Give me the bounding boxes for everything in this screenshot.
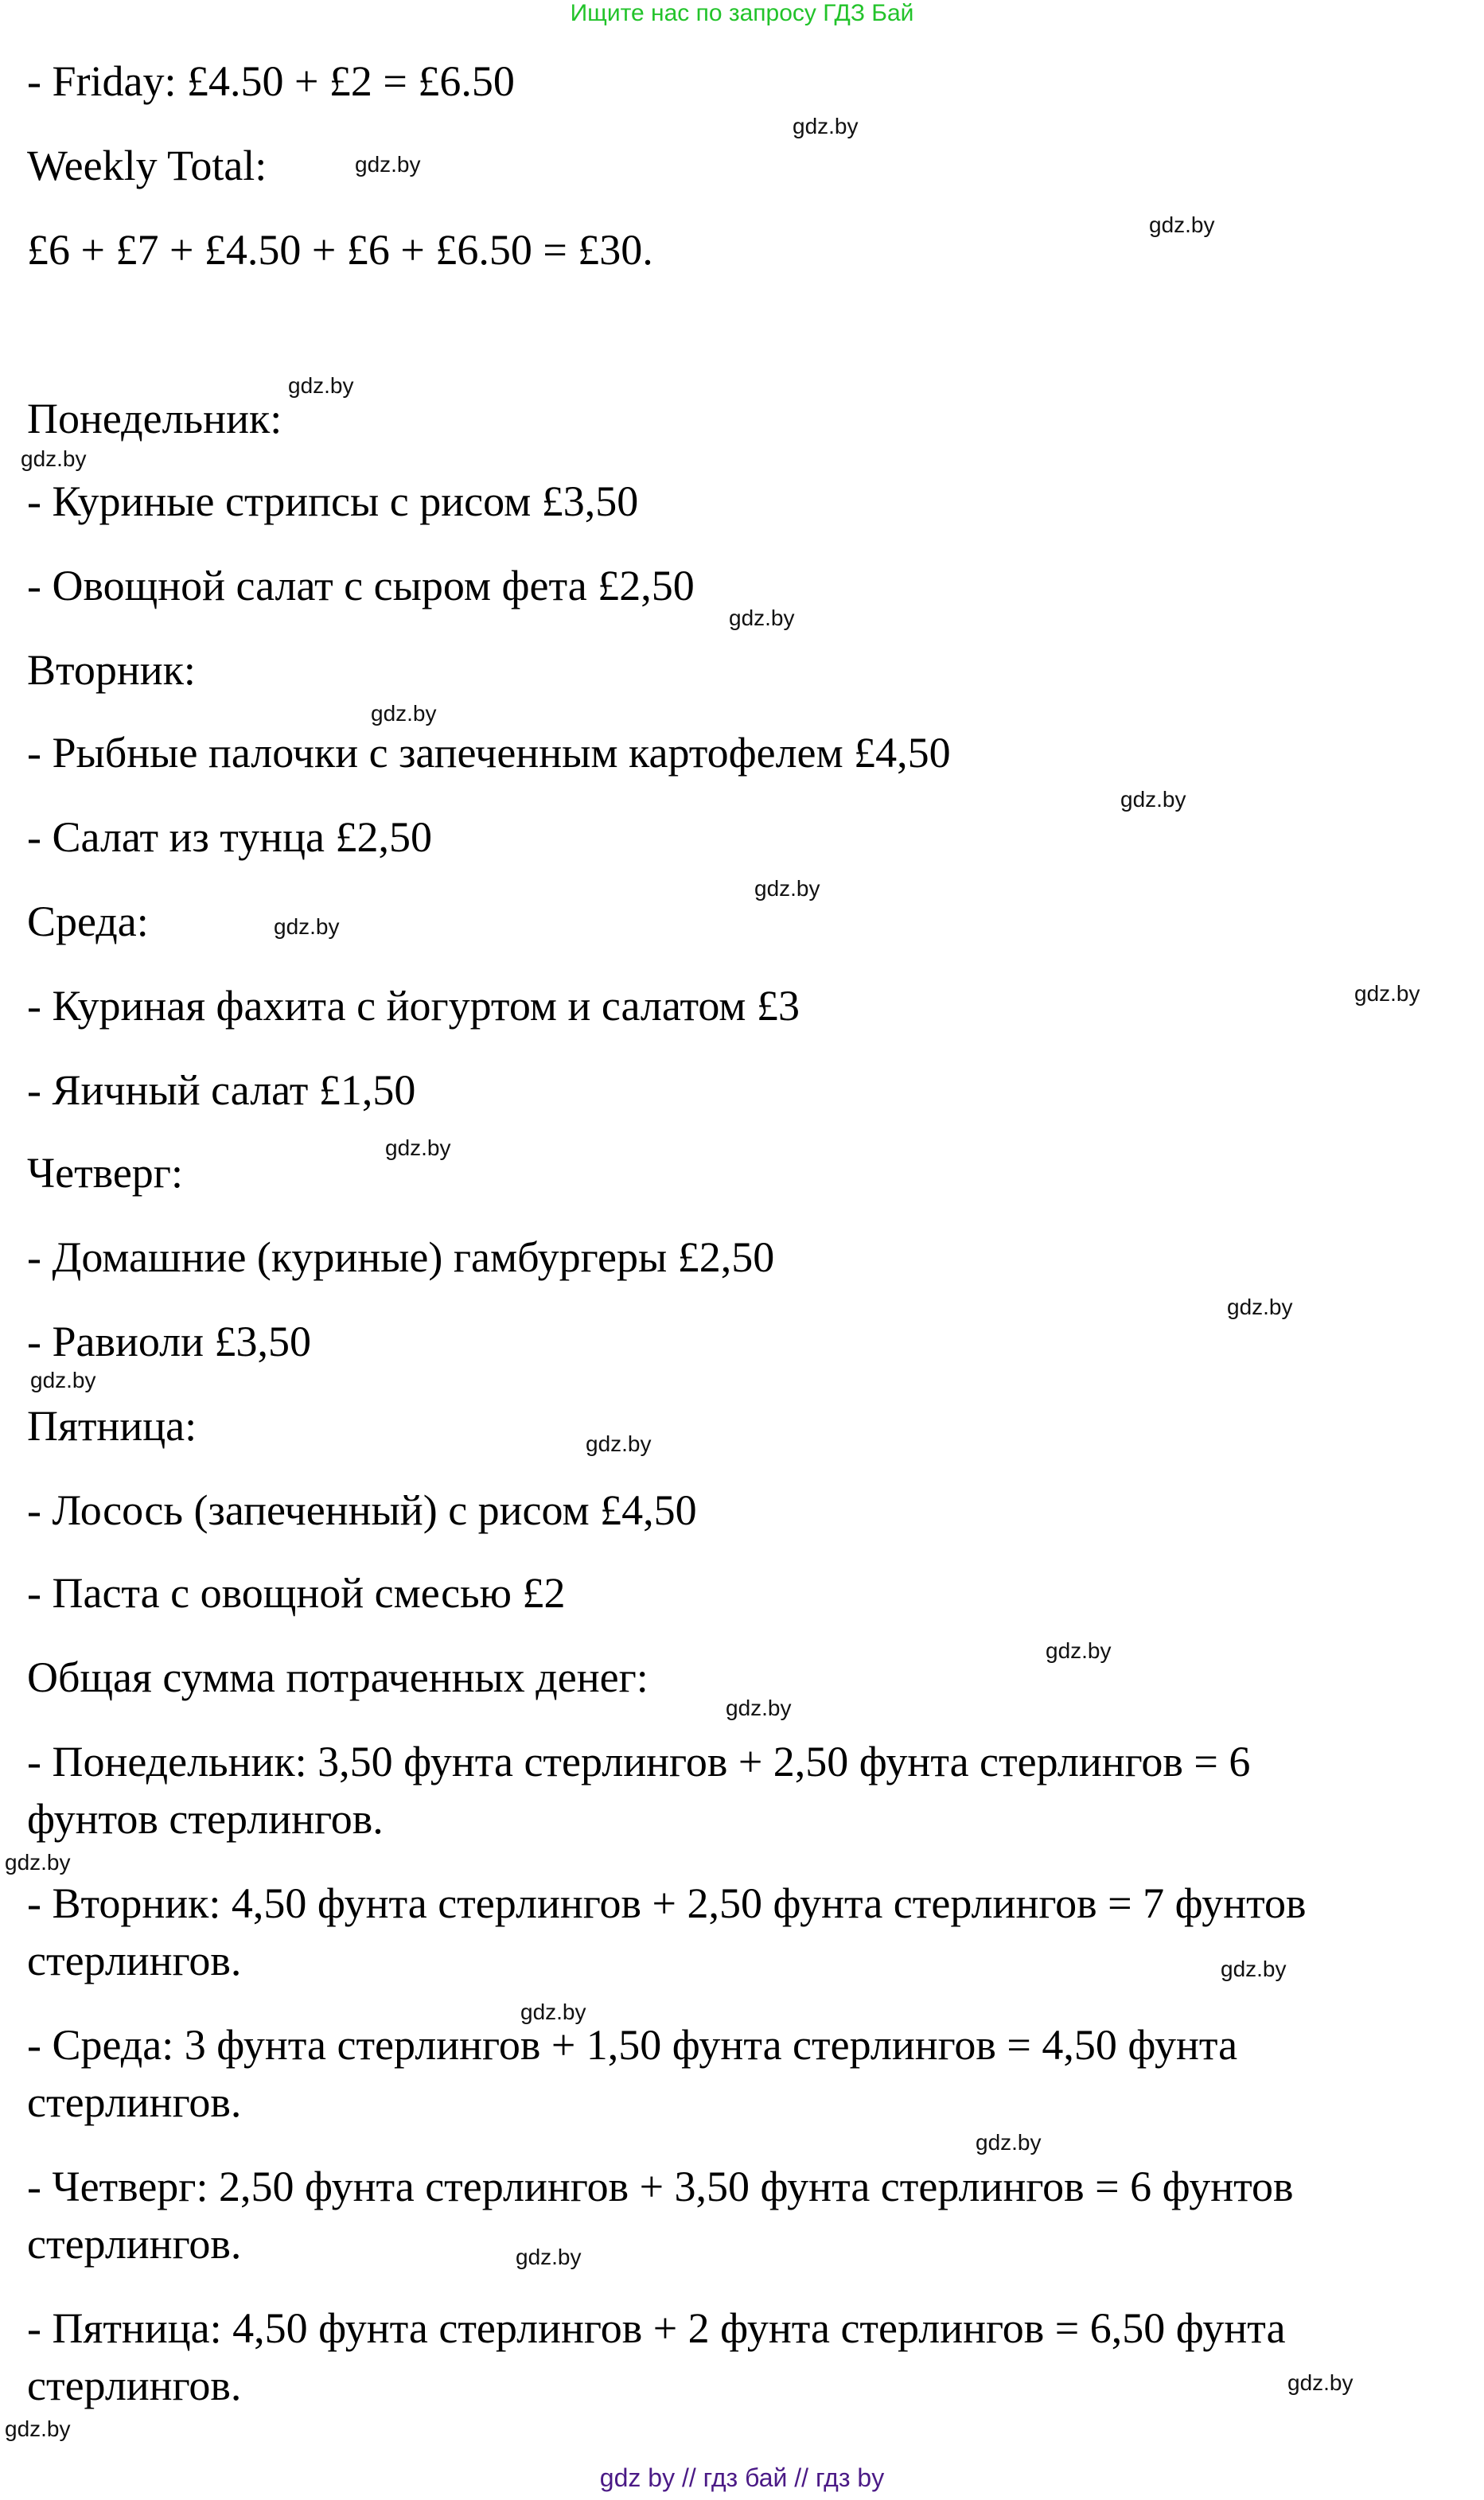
menu-item: - Овощной салат с сыром фета £2,50 (27, 562, 695, 609)
footer-links: gdz by // гдз бай // гдз by (599, 2463, 885, 2492)
total-line-monday: - Понедельник: 3,50 фунта стерлингов + 2,50 фунта стерлингов = 6 (27, 1738, 1251, 1785)
total-line-monday-cont: фунтов стерлингов. (27, 1795, 384, 1843)
watermark: gdz.by (1221, 1957, 1287, 1981)
total-line-tuesday: - Вторник: 4,50 фунта стерлингов + 2,50 фунта стерлингов = 7 фунтов (27, 1879, 1307, 1927)
day-heading-friday: Пятница: (27, 1402, 197, 1450)
watermark: gdz.by (5, 2416, 71, 2441)
search-hint-banner: Ищите нас по запросу ГДЗ Бай (570, 0, 914, 26)
watermark: gdz.by (21, 446, 87, 471)
menu-item: - Куриные стрипсы с рисом £3,50 (27, 477, 639, 525)
total-line-thursday-cont: стерлингов. (27, 2220, 242, 2268)
watermark: gdz.by (726, 1696, 792, 1720)
watermark: gdz.by (1149, 212, 1215, 237)
watermark: gdz.by (516, 2245, 582, 2269)
watermark: gdz.by (5, 1850, 71, 1875)
watermark: gdz.by (1046, 1638, 1112, 1663)
watermark: gdz.by (288, 373, 354, 398)
totals-heading: Общая сумма потраченных денег: (27, 1653, 649, 1701)
weekly-total-equation: £6 + £7 + £4.50 + £6 + £6.50 = £30. (27, 226, 653, 274)
day-heading-thursday: Четверг: (27, 1149, 183, 1197)
watermark: gdz.by (1120, 787, 1186, 812)
watermark: gdz.by (729, 606, 795, 630)
watermark: gdz.by (274, 914, 340, 939)
total-line-wednesday-cont: стерлингов. (27, 2078, 242, 2126)
menu-item: - Яичный салат £1,50 (27, 1066, 416, 1114)
watermark: gdz.by (371, 701, 437, 726)
menu-item: - Куриная фахита с йогуртом и салатом £3 (27, 982, 800, 1030)
total-line-friday-cont: стерлингов. (27, 2362, 242, 2409)
watermark: gdz.by (976, 2130, 1042, 2155)
watermark: gdz.by (1354, 981, 1420, 1006)
menu-item: - Салат из тунца £2,50 (27, 813, 432, 861)
watermark: gdz.by (1227, 1295, 1293, 1319)
menu-item: - Домашние (куриные) гамбургеры £2,50 (27, 1233, 775, 1281)
menu-item: - Равиоли £3,50 (27, 1318, 312, 1365)
menu-item: - Лосось (запеченный) с рисом £4,50 (27, 1486, 697, 1534)
total-line-friday: - Пятница: 4,50 фунта стерлингов + 2 фунта стерлингов = 6,50 фунта (27, 2304, 1286, 2352)
watermark: gdz.by (793, 114, 859, 138)
menu-item: - Рыбные палочки с запеченным картофелем £4,50 (27, 729, 951, 777)
watermark: gdz.by (586, 1431, 652, 1456)
weekly-total-label: Weekly Total: (27, 142, 267, 189)
watermark: gdz.by (30, 1368, 96, 1392)
watermark: gdz.by (754, 876, 820, 901)
watermark: gdz.by (520, 2000, 586, 2024)
watermark: gdz.by (1287, 2370, 1354, 2395)
friday-total-line: - Friday: £4.50 + £2 = £6.50 (27, 57, 515, 105)
menu-item: - Паста с овощной смесью £2 (27, 1569, 566, 1617)
total-line-thursday: - Четверг: 2,50 фунта стерлингов + 3,50 фунта стерлингов = 6 фунтов (27, 2163, 1294, 2210)
day-heading-wednesday: Среда: (27, 898, 149, 945)
watermark: gdz.by (385, 1135, 451, 1160)
total-line-tuesday-cont: стерлингов. (27, 1937, 242, 1984)
watermark: gdz.by (355, 152, 421, 177)
day-heading-tuesday: Вторник: (27, 646, 196, 694)
day-heading-monday: Понедельник: (27, 395, 282, 442)
total-line-wednesday: - Среда: 3 фунта стерлингов + 1,50 фунта стерлингов = 4,50 фунта (27, 2021, 1238, 2069)
